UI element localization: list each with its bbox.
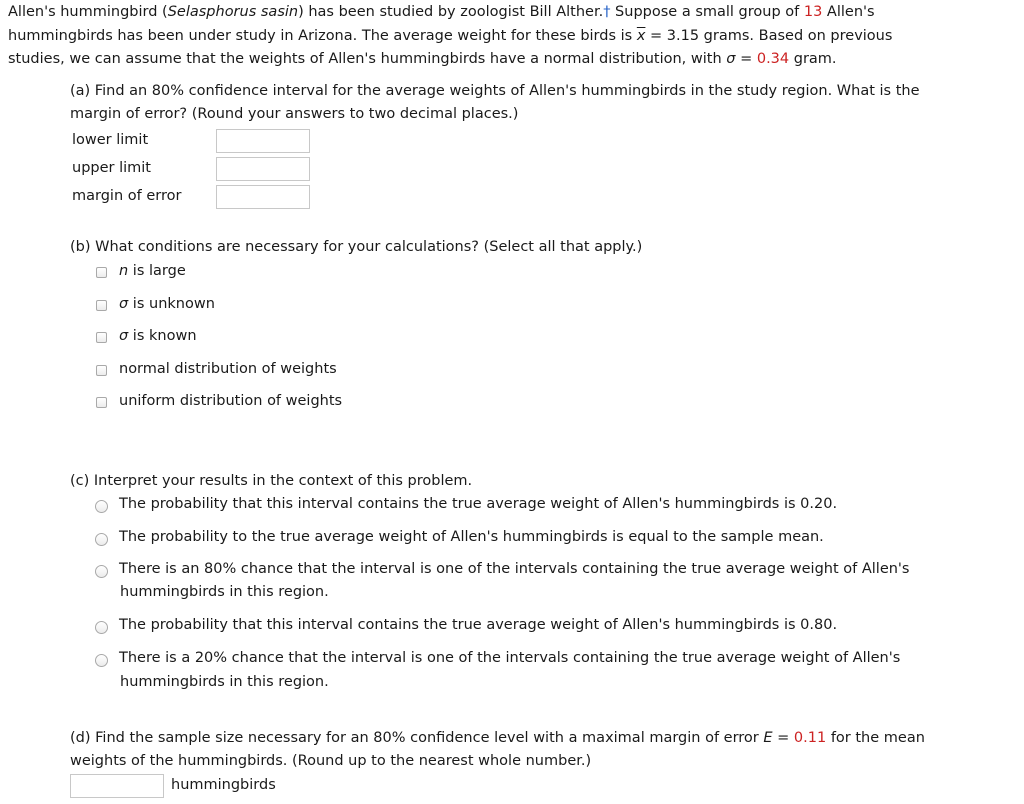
radio-c-option-5[interactable]: [95, 654, 108, 667]
part-a-question-line-2: margin of error? (Round your answers to two decimal places.): [70, 106, 519, 122]
intro-line-3: studies, we can assume that the weights of Allen's hummingbirds have a normal distribution, with σ = 0.34 gram.: [8, 51, 837, 67]
option-sigma-unknown-label: σ is unknown: [119, 296, 215, 312]
option-c-1-label: The probability that this interval contains the true average weight of Allen's hummingbirds is 0.20.: [119, 496, 838, 512]
option-c-3-label-line-1: There is an 80% chance that the interval is one of the intervals containing the true average weight of Allen's: [119, 561, 910, 577]
option-c-5-label-line-2: hummingbirds in this region.: [120, 674, 329, 690]
sigma-value: 0.34: [756, 51, 790, 67]
radio-c-option-1[interactable]: [95, 500, 108, 513]
intro-line-1: Allen's hummingbird (Selasphorus sasin) has been studied by zoologist Bill Alther.† Suppose a small group of 13 Allen's: [8, 4, 875, 20]
option-uniform-distribution-label: uniform distribution of weights: [119, 393, 343, 409]
sample-size-input[interactable]: [70, 774, 164, 798]
margin-of-error-input[interactable]: [216, 185, 310, 209]
sample-size-unit-label: hummingbirds: [171, 777, 276, 793]
part-d-question-line-1: (d) Find the sample size necessary for an 80% confidence level with a maximal margin of error E = 0.11 for the mean: [70, 730, 925, 746]
checkbox-n-large[interactable]: [96, 267, 107, 278]
margin-e-value: 0.11: [793, 730, 827, 746]
upper-limit-input[interactable]: [216, 157, 310, 181]
footnote-dagger-link[interactable]: †: [603, 4, 611, 20]
checkbox-uniform-distribution[interactable]: [96, 397, 107, 408]
radio-c-option-2[interactable]: [95, 533, 108, 546]
margin-of-error-label: margin of error: [72, 188, 182, 204]
option-n-large-label: n is large: [119, 263, 186, 279]
checkbox-sigma-known[interactable]: [96, 332, 107, 343]
intro-line-2: hummingbirds has been under study in Arizona. The average weight for these birds is $\overline{x} = 3.15$ grams. Based on previous: [8, 28, 893, 44]
checkbox-normal-distribution[interactable]: [96, 365, 107, 376]
sample-size-value: 13: [803, 4, 823, 20]
radio-c-option-3[interactable]: [95, 565, 108, 578]
radio-c-option-4[interactable]: [95, 621, 108, 634]
lower-limit-label: lower limit: [72, 132, 149, 148]
lower-limit-input[interactable]: [216, 129, 310, 153]
part-c-question: (c) Interpret your results in the context of this problem.: [70, 473, 473, 489]
upper-limit-label: upper limit: [72, 160, 151, 176]
checkbox-sigma-unknown[interactable]: [96, 300, 107, 311]
part-a-question-line-1: (a) Find an 80% confidence interval for the average weights of Allen's hummingbirds in the study region. What is the: [70, 83, 920, 99]
part-b-question: (b) What conditions are necessary for your calculations? (Select all that apply.): [70, 239, 643, 255]
option-c-2-label: The probability to the true average weight of Allen's hummingbirds is equal to the sample mean.: [119, 529, 824, 545]
option-c-4-label: The probability that this interval contains the true average weight of Allen's hummingbirds is 0.80.: [119, 617, 838, 633]
option-c-5-label-line-1: There is a 20% chance that the interval is one of the intervals containing the true average weight of Allen's: [119, 650, 901, 666]
option-sigma-known-label: σ is known: [119, 328, 197, 344]
option-c-3-label-line-2: hummingbirds in this region.: [120, 584, 329, 600]
part-d-question-line-2: weights of the hummingbirds. (Round up to the nearest whole number.): [70, 753, 592, 769]
option-normal-distribution-label: normal distribution of weights: [119, 361, 337, 377]
